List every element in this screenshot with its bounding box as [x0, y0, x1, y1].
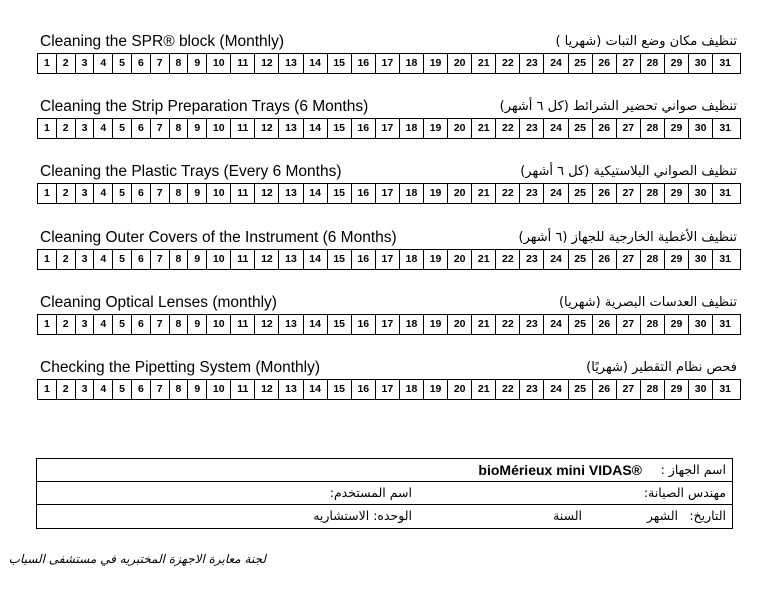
day-cell: 8: [170, 315, 189, 334]
day-cell: 13: [279, 250, 303, 269]
day-cell: 5: [113, 54, 132, 73]
day-cell: 20: [448, 250, 472, 269]
day-cell: 7: [151, 184, 170, 203]
day-cell: 14: [304, 184, 328, 203]
day-cell: 23: [520, 315, 544, 334]
day-cell: 4: [94, 250, 113, 269]
day-cell: 9: [188, 184, 207, 203]
day-cell: 21: [472, 250, 496, 269]
day-cell: 12: [255, 315, 279, 334]
day-cell: 25: [569, 380, 593, 399]
day-cell: 19: [424, 119, 448, 138]
day-cell: 5: [113, 184, 132, 203]
day-cell: 29: [665, 119, 689, 138]
day-cell: 26: [593, 119, 617, 138]
day-cell: 19: [424, 380, 448, 399]
day-cell: 14: [304, 380, 328, 399]
day-cell: 9: [188, 380, 207, 399]
day-grid: [37, 183, 741, 204]
day-cell: 31: [719, 318, 732, 330]
day-cell: 24: [544, 184, 568, 203]
month-label: الشهر: [646, 508, 678, 523]
day-cell: 9: [188, 315, 207, 334]
day-cell: 3: [76, 119, 95, 138]
day-cell: 10: [207, 380, 231, 399]
section-title: [37, 358, 741, 378]
day-cell: 25: [569, 315, 593, 334]
day-cell: 26: [593, 184, 617, 203]
day-cell: 24: [544, 54, 568, 73]
day-cell: 18: [400, 119, 424, 138]
day-cell: 7: [151, 119, 170, 138]
day-cell: 10: [207, 119, 231, 138]
day-cell: 27: [617, 380, 641, 399]
day-cell: 6: [132, 119, 151, 138]
title-arabic: تنظيف صواني تحضير الشرائط (كل ٦ أشهر): [499, 99, 737, 114]
date-label: التاريخ:: [689, 508, 726, 523]
day-cell: 12: [255, 119, 279, 138]
day-cell: 13: [279, 184, 303, 203]
day-grid: [37, 249, 741, 270]
day-cell: 15: [328, 119, 352, 138]
day-cell: 14: [304, 119, 328, 138]
day-cell: 14: [304, 250, 328, 269]
day-cell: 21: [472, 315, 496, 334]
day-cell: 23: [520, 380, 544, 399]
section-plastic-trays: [37, 162, 741, 204]
title-arabic: تنظيف الصواني البلاستيكية (كل ٦ أشهر): [520, 164, 737, 179]
day-cell: 4: [94, 315, 113, 334]
day-cell: 11: [231, 184, 255, 203]
engineer-label: مهندس الصيانة:: [643, 485, 726, 500]
day-cell: 6: [132, 250, 151, 269]
section-outer-covers: [37, 228, 741, 270]
day-cell: 18: [400, 184, 424, 203]
day-cell: 3: [76, 184, 95, 203]
day-cell: 8: [170, 184, 189, 203]
day-cell: 21: [472, 119, 496, 138]
day-cell: 3: [76, 315, 95, 334]
day-cell: 2: [57, 54, 76, 73]
day-cell: 14: [304, 315, 328, 334]
day-cell: 21: [472, 54, 496, 73]
device-info-table: [36, 458, 733, 529]
day-cell: 10: [207, 315, 231, 334]
day-cell: 11: [231, 119, 255, 138]
title-english: Cleaning Outer Covers of the Instrument (6 Months): [40, 229, 397, 246]
day-cell: 13: [279, 119, 303, 138]
day-cell: 22: [496, 54, 520, 73]
day-cell: 17: [376, 184, 400, 203]
day-cell: 5: [113, 250, 132, 269]
title-arabic: تنظيف مكان وضع التبات (شهريا ): [555, 34, 737, 49]
day-cell: 16: [352, 380, 376, 399]
day-cell: 2: [57, 315, 76, 334]
day-cell: 9: [188, 250, 207, 269]
day-cell: 6: [132, 315, 151, 334]
day-cell: 10: [207, 184, 231, 203]
day-cell: 1: [38, 54, 57, 73]
day-cell: 27: [617, 315, 641, 334]
title-english: Checking the Pipetting System (Monthly): [40, 359, 320, 376]
day-grid: [37, 53, 741, 74]
day-cell: 27: [617, 250, 641, 269]
day-cell: 16: [352, 54, 376, 73]
day-cell: 5: [113, 315, 132, 334]
day-cell: 20: [448, 184, 472, 203]
title-english: Cleaning the Strip Preparation Trays (6 Months): [40, 98, 369, 115]
title-arabic: فحص نظام التقطير (شهريًا): [586, 360, 737, 375]
day-cell: 24: [544, 380, 568, 399]
title-arabic: تنظيف العدسات البصرية (شهريا): [558, 295, 737, 310]
day-cell: 10: [207, 54, 231, 73]
day-cell: 26: [593, 315, 617, 334]
day-cell: 28: [641, 184, 665, 203]
day-cell: 19: [424, 250, 448, 269]
day-cell: 22: [496, 380, 520, 399]
day-cell: 30: [689, 250, 713, 269]
section-title: [37, 32, 741, 52]
day-cell: 22: [496, 184, 520, 203]
day-cell: 2: [57, 184, 76, 203]
day-cell: 26: [593, 250, 617, 269]
day-cell: 21: [472, 380, 496, 399]
day-cell: 8: [170, 250, 189, 269]
section-optical-lenses: [37, 293, 741, 335]
day-cell: 31: [719, 253, 732, 265]
day-cell: 13: [279, 54, 303, 73]
day-cell: 8: [170, 54, 189, 73]
day-cell: 13: [279, 380, 303, 399]
day-cell: 15: [328, 380, 352, 399]
day-cell: 1: [38, 119, 57, 138]
day-cell: 29: [665, 380, 689, 399]
day-cell: 8: [170, 380, 189, 399]
section-title: [37, 228, 741, 248]
day-cell: 17: [376, 119, 400, 138]
day-cell: 2: [57, 380, 76, 399]
committee-footer: لجنة معايرة الاجهزة المختبريه في مستشفى السياب: [8, 552, 266, 566]
day-cell: 24: [544, 250, 568, 269]
day-cell: 24: [544, 119, 568, 138]
day-cell: 26: [593, 54, 617, 73]
day-cell: 29: [665, 250, 689, 269]
day-grid: [37, 118, 741, 139]
day-cell: 10: [207, 250, 231, 269]
day-cell: 9: [188, 54, 207, 73]
day-cell: 11: [231, 250, 255, 269]
unit-label: الوحده: الاستشاريه: [313, 508, 412, 523]
title-english: Cleaning the Plastic Trays (Every 6 Months): [40, 163, 342, 180]
title-arabic: تنظيف الأغطية الخارجية للجهاز (٦ أشهر): [518, 230, 737, 245]
day-cell: 5: [113, 380, 132, 399]
title-english: Cleaning Optical Lenses (monthly): [40, 294, 277, 311]
day-cell: 22: [496, 315, 520, 334]
day-cell: 1: [38, 250, 57, 269]
day-cell: 24: [544, 315, 568, 334]
day-cell: 28: [641, 54, 665, 73]
day-cell: 27: [617, 54, 641, 73]
day-cell: 20: [448, 315, 472, 334]
section-strip-trays: [37, 97, 741, 139]
day-cell: 11: [231, 315, 255, 334]
day-cell: 28: [641, 119, 665, 138]
day-cell: 27: [617, 119, 641, 138]
date-row: [37, 505, 732, 528]
day-cell: 23: [520, 250, 544, 269]
section-title: [37, 162, 741, 182]
day-cell: 21: [472, 184, 496, 203]
day-cell: 28: [641, 315, 665, 334]
day-cell: 15: [328, 184, 352, 203]
title-english: Cleaning the SPR® block (Monthly): [40, 33, 285, 50]
day-cell: 25: [569, 184, 593, 203]
section-pipetting-system: [37, 358, 741, 400]
day-cell: 3: [76, 54, 95, 73]
day-cell: 12: [255, 380, 279, 399]
day-cell: 23: [520, 184, 544, 203]
day-cell: 5: [113, 119, 132, 138]
year-label: السنة: [553, 508, 582, 523]
day-cell: 30: [689, 184, 713, 203]
day-cell: 31: [719, 57, 732, 69]
device-row: [37, 459, 732, 482]
day-cell: 30: [689, 315, 713, 334]
section-title: [37, 97, 741, 117]
day-grid: [37, 379, 741, 400]
day-cell: 18: [400, 54, 424, 73]
day-cell: 4: [94, 380, 113, 399]
personnel-row: [37, 482, 732, 505]
day-cell: 31: [719, 187, 732, 199]
day-cell: 18: [400, 315, 424, 334]
day-cell: 22: [496, 250, 520, 269]
day-cell: 17: [376, 54, 400, 73]
day-cell: 16: [352, 315, 376, 334]
day-cell: 25: [569, 250, 593, 269]
day-cell: 15: [328, 54, 352, 73]
day-cell: 26: [593, 380, 617, 399]
day-cell: 12: [255, 54, 279, 73]
day-cell: 25: [569, 54, 593, 73]
day-cell: 20: [448, 54, 472, 73]
day-cell: 7: [151, 315, 170, 334]
day-grid: [37, 314, 741, 335]
day-cell: 16: [352, 250, 376, 269]
day-cell: 22: [496, 119, 520, 138]
day-cell: 23: [520, 119, 544, 138]
day-cell: 31: [719, 122, 732, 134]
day-cell: 1: [38, 315, 57, 334]
day-cell: 7: [151, 250, 170, 269]
day-cell: 12: [255, 250, 279, 269]
day-cell: 2: [57, 250, 76, 269]
day-cell: 27: [617, 184, 641, 203]
day-cell: 25: [569, 119, 593, 138]
day-cell: 15: [328, 315, 352, 334]
day-cell: 20: [448, 119, 472, 138]
day-cell: 14: [304, 54, 328, 73]
day-cell: 6: [132, 54, 151, 73]
day-cell: 2: [57, 119, 76, 138]
day-cell: 3: [76, 250, 95, 269]
day-cell: 1: [38, 380, 57, 399]
day-cell: 4: [94, 54, 113, 73]
day-cell: 16: [352, 184, 376, 203]
day-cell: 6: [132, 184, 151, 203]
day-cell: 9: [188, 119, 207, 138]
day-cell: 18: [400, 250, 424, 269]
day-cell: 11: [231, 380, 255, 399]
day-cell: 29: [665, 184, 689, 203]
device-name: bioMérieux mini VIDAS®: [478, 462, 642, 478]
device-label: اسم الجهاز :: [660, 462, 726, 477]
day-cell: 29: [665, 54, 689, 73]
day-cell: 18: [400, 380, 424, 399]
day-cell: 31: [719, 383, 732, 395]
day-cell: 12: [255, 184, 279, 203]
section-title: [37, 293, 741, 313]
day-cell: 15: [328, 250, 352, 269]
day-cell: 28: [641, 380, 665, 399]
day-cell: 1: [38, 184, 57, 203]
day-cell: 11: [231, 54, 255, 73]
day-cell: 6: [132, 380, 151, 399]
day-cell: 19: [424, 315, 448, 334]
day-cell: 17: [376, 315, 400, 334]
day-cell: 4: [94, 184, 113, 203]
day-cell: 7: [151, 54, 170, 73]
day-cell: 29: [665, 315, 689, 334]
day-cell: 13: [279, 315, 303, 334]
day-cell: 17: [376, 380, 400, 399]
day-cell: 8: [170, 119, 189, 138]
day-cell: 30: [689, 380, 713, 399]
day-cell: 19: [424, 54, 448, 73]
section-spr-block: [37, 32, 741, 74]
day-cell: 19: [424, 184, 448, 203]
day-cell: 30: [689, 54, 713, 73]
user-label: اسم المستخدم:: [329, 485, 412, 500]
day-cell: 17: [376, 250, 400, 269]
day-cell: 4: [94, 119, 113, 138]
day-cell: 16: [352, 119, 376, 138]
day-cell: 20: [448, 380, 472, 399]
day-cell: 3: [76, 380, 95, 399]
day-cell: 28: [641, 250, 665, 269]
day-cell: 7: [151, 380, 170, 399]
day-cell: 23: [520, 54, 544, 73]
day-cell: 30: [689, 119, 713, 138]
